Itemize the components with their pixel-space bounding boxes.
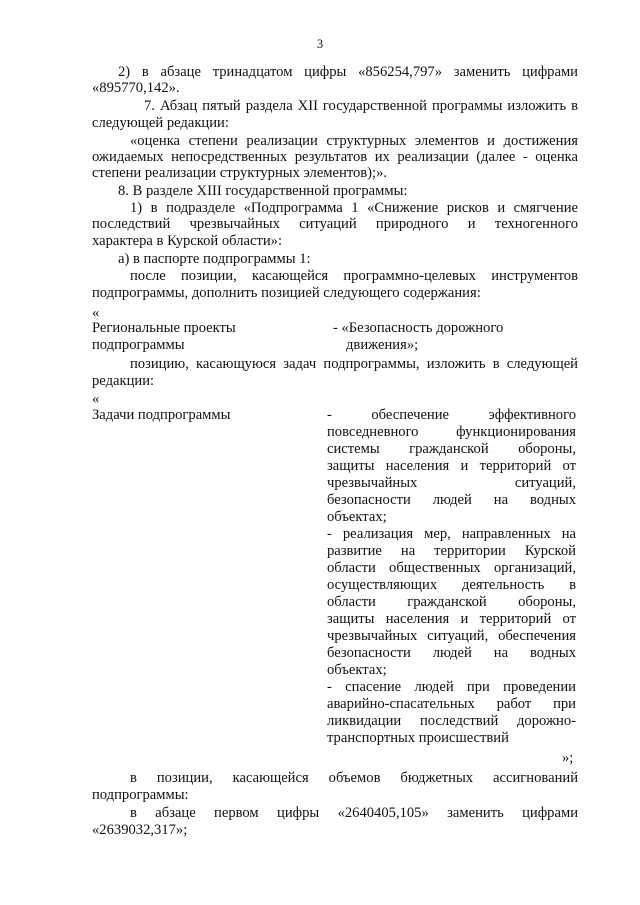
open-quote-1: «: [92, 305, 100, 321]
paragraph-7-line-2: следующей редакции:: [92, 115, 229, 131]
tasks-line-5: чрезвычайных ситуаций,: [327, 475, 576, 491]
quote-line-2: ожидаемых непосредственных результатов их реализации (далее - оценка: [92, 149, 578, 165]
tasks-line-7: объектах;: [327, 509, 387, 525]
tasks-line-6: безопасности людей на водных: [327, 492, 576, 508]
quote-line-3: степени реализации структурных элементов);».: [92, 165, 388, 181]
tasks-intro-line-1: позицию, касающуюся задач подпрограммы, изложить в следующей: [130, 356, 578, 372]
tasks-line-2: повседневного функционирования: [327, 424, 576, 440]
budget-line-1: в позиции, касающейся объемов бюджетных ассигнований: [130, 770, 578, 786]
tasks-line-3: системы гражданской обороны,: [327, 441, 576, 457]
tasks-line-13: защиты населения и территорий от: [327, 611, 576, 627]
paragraph-8: 8. В разделе XIII государственной программы:: [118, 183, 408, 199]
regional-projects-value-line-1: - «Безопасность дорожного: [333, 320, 504, 336]
tasks-line-17: - спасение людей при проведении: [327, 679, 576, 695]
paragraph-2-line-1: 2) в абзаце тринадцатом цифры «856254,797» заменить цифрами: [118, 64, 578, 80]
tasks-line-10: области общественных организаций,: [327, 560, 576, 576]
open-quote-2: «: [92, 391, 100, 407]
tasks-line-18: аварийно-спасательных работ при: [327, 696, 576, 712]
regional-projects-label-line-2: подпрограммы: [92, 337, 185, 353]
after-position-line-2: подпрограммы, дополнить позицией следующего содержания:: [92, 285, 481, 301]
paragraph-8-1-a: а) в паспорте подпрограммы 1:: [118, 251, 311, 267]
regional-projects-value-line-2: движения»;: [346, 337, 419, 353]
first-paragraph-line-2: «2639032,317»;: [92, 822, 188, 838]
tasks-line-4: защиты населения и территорий от: [327, 458, 576, 474]
tasks-line-19: ликвидации последствий дорожно-: [327, 713, 576, 729]
first-paragraph-line-1: в абзаце первом цифры «2640405,105» заменить цифрами: [130, 805, 578, 821]
after-position-line-1: после позиции, касающейся программно-целевых инструментов: [130, 268, 578, 284]
tasks-line-8: - реализация мер, направленных на: [327, 526, 576, 542]
paragraph-8-1-line-1: 1) в подразделе «Подпрограмма 1 «Снижение рисков и смягчение: [130, 200, 578, 216]
tasks-line-16: объектах;: [327, 662, 387, 678]
paragraph-8-1-line-3: характера в Курской области»:: [92, 233, 283, 249]
tasks-line-11: осуществляющих деятельность в: [327, 577, 576, 593]
tasks-line-14: чрезвычайных ситуаций, обеспечения: [327, 628, 576, 644]
tasks-line-20: транспортных происшествий: [327, 730, 509, 746]
budget-line-2: подпрограммы:: [92, 787, 189, 803]
tasks-label: Задачи подпрограммы: [92, 407, 231, 423]
tasks-line-15: безопасности людей на водных: [327, 645, 576, 661]
tasks-line-12: области гражданской обороны,: [327, 594, 576, 610]
tasks-line-9: развитие на территории Курской: [327, 543, 576, 559]
page-number: 3: [316, 37, 324, 51]
tasks-intro-line-2: редакции:: [92, 373, 155, 389]
paragraph-7-line-1: 7. Абзац пятый раздела XII государственной программы изложить в: [144, 98, 578, 114]
paragraph-8-1-line-2: последствий чрезвычайных ситуаций природного и техногенного: [92, 216, 578, 232]
quote-line-1: «оценка степени реализации структурных элементов и достижения: [130, 133, 578, 149]
paragraph-2-line-2: «895770,142».: [92, 80, 180, 96]
regional-projects-label-line-1: Региональные проекты: [92, 320, 236, 336]
close-quote: »;: [562, 750, 574, 766]
tasks-line-1: - обеспечение эффективного: [327, 407, 576, 423]
